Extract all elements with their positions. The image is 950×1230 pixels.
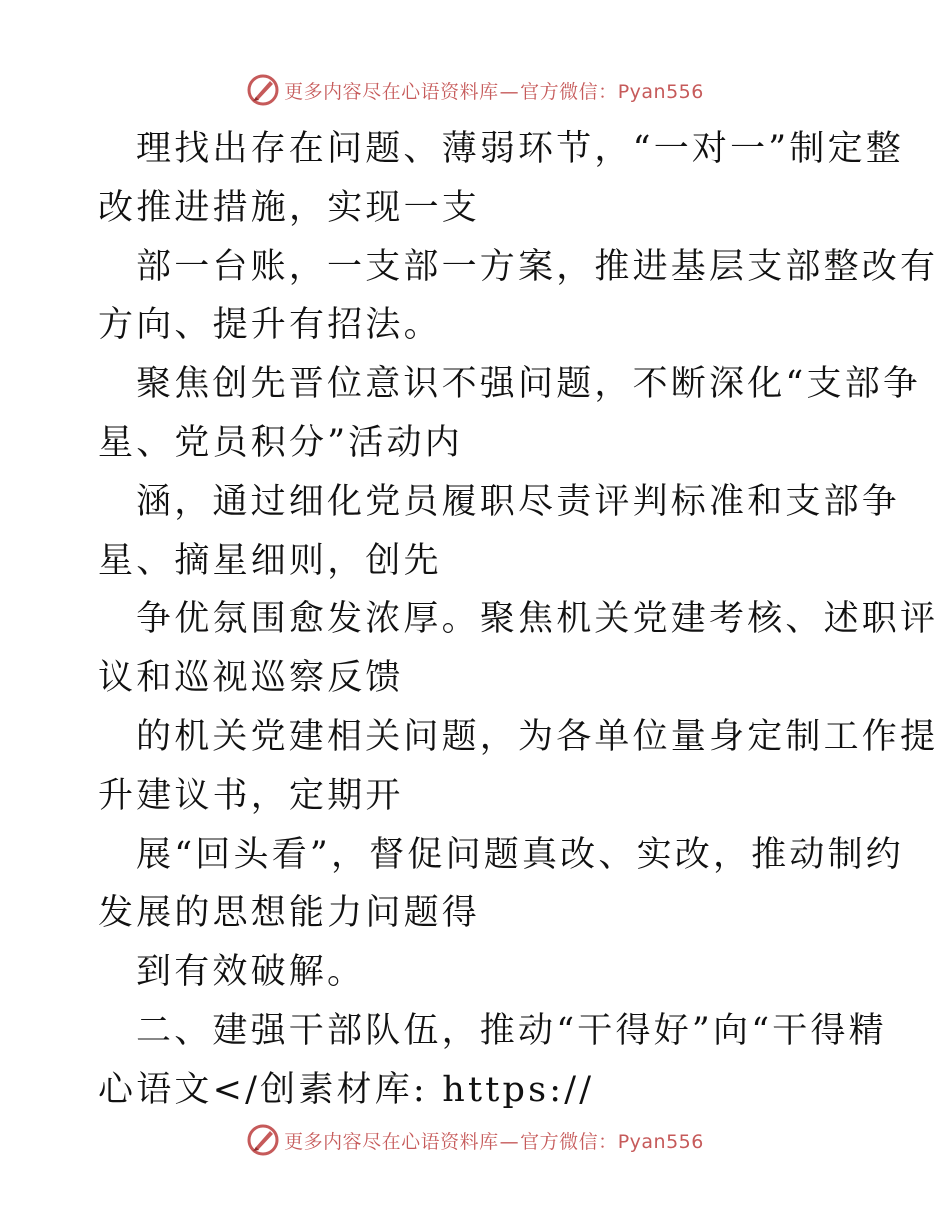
body-line: 方向、提升有招法。: [98, 305, 442, 346]
body-line: 涵，通过细化党员履职尽责评判标准和支部争: [136, 481, 901, 522]
body-line: 心语文</创素材库: https://: [98, 1069, 595, 1110]
watermark-id: Pyan556: [617, 80, 704, 103]
watermark-official: 官方微信：: [520, 80, 618, 103]
header-watermark-text: [284, 77, 704, 104]
body-line: 部一台账，一支部一方案，推进基层支部整改有: [136, 246, 939, 287]
watermark-main: 更多内容尽在心语资料库: [284, 1130, 499, 1153]
watermark-dash: —: [499, 1130, 520, 1153]
watermark-id: Pyan556: [617, 1130, 704, 1153]
footer-watermark: [0, 1120, 950, 1160]
body-line: 理找出存在问题、薄弱环节，“一对一”制定整: [136, 129, 904, 169]
body-line: 聚焦创先晋位意识不强问题，不断深化“支部争: [136, 364, 922, 405]
red-quill-logo-icon: [246, 1123, 280, 1157]
body-line: 升建议书，定期开: [98, 775, 404, 816]
watermark-official: 官方微信：: [520, 1130, 618, 1153]
header-watermark: [0, 70, 950, 110]
body-line: 到有效破解。: [136, 952, 366, 993]
body-line: 星、摘星细则，创先: [98, 540, 442, 581]
red-quill-logo-icon: [246, 73, 280, 107]
body-line: 展“回头看”，督促问题真改、实改，推动制约: [136, 834, 904, 875]
body-line: 的机关党建相关问题，为各单位量身定制工作提: [136, 716, 939, 757]
body-line: 发展的思想能力问题得: [98, 893, 481, 934]
watermark-main: 更多内容尽在心语资料库: [284, 80, 499, 103]
body-line: 议和巡视巡察反馈: [98, 658, 404, 699]
body-line: 星、党员积分”活动内: [98, 422, 463, 463]
watermark-dash: —: [499, 80, 520, 103]
body-line: 争优氛围愈发浓厚。聚焦机关党建考核、述职评: [136, 599, 939, 640]
body-line: 二、建强干部队伍，推动“干得好”向“干得精: [136, 1010, 887, 1051]
body-line: 改推进措施，实现一支: [98, 187, 481, 228]
document-body: [98, 120, 939, 1120]
footer-watermark-text: [284, 1127, 704, 1154]
